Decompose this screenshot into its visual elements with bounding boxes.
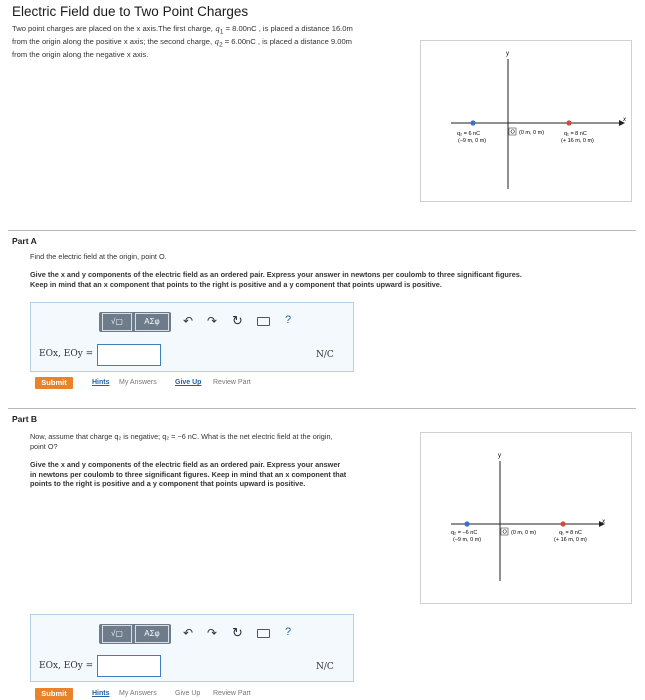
part-a-instructions-2: Keep in mind that an x component that points to the right is positive and a y component that points upward is positive. <box>30 279 442 289</box>
part-b-instructions <box>30 460 420 489</box>
undo-icon[interactable]: ↶ <box>183 626 194 640</box>
part-b-question-1: Now, assume that charge q₂ is negative; q₂ = −6 nC. What is the net electric field at the origin, <box>30 432 333 441</box>
intro-text: Two point charges are placed on the x axis.The first charge, <box>12 24 213 33</box>
part-b-answer-label: EOx, EOy = <box>39 661 94 671</box>
part-b-give-up-link[interactable]: Give Up <box>175 690 201 697</box>
part-a-submit-button[interactable]: Submit <box>35 377 73 389</box>
part-b-submit-button[interactable]: Submit <box>35 688 73 700</box>
part-b-hints-link[interactable]: Hints <box>92 690 110 697</box>
origin-position: (0 m, 0 m) <box>519 130 545 136</box>
part-b-instructions-3: points to the right is positive and a y component that points upward is positive. <box>30 479 306 488</box>
keyboard-icon[interactable] <box>257 629 270 638</box>
intro-text: = 8.00nC , is placed a distance 16.0m <box>223 24 353 33</box>
redo-icon[interactable]: ↷ <box>207 626 218 640</box>
undo-icon[interactable]: ↶ <box>183 314 194 328</box>
redo-icon[interactable]: ↷ <box>207 314 218 328</box>
template-group <box>99 312 171 332</box>
part-a-answer-label: EOx, EOy = <box>39 349 94 359</box>
q2-position: (–9 m, 0 m) <box>453 537 482 543</box>
q1-charge-dot <box>566 120 571 125</box>
part-a-answer-panel <box>30 302 354 372</box>
q2-position: (–9 m, 0 m) <box>458 138 487 144</box>
help-button[interactable]: ? <box>285 626 292 638</box>
intro-q2-symbol: q <box>214 37 220 47</box>
divider <box>8 408 636 409</box>
intro-q2-sub: 2 <box>219 41 223 49</box>
origin-label: O <box>510 129 515 136</box>
intro-q1-sub: 1 <box>219 28 224 36</box>
part-a-math-toolbar <box>99 312 299 332</box>
part-b-my-answers-link[interactable]: My Answers <box>119 690 157 697</box>
part-a-instructions-1: Give the x and y components of the electric field as an ordered pair. Express your answer in newtons per coulomb to three significant figures. <box>30 270 522 279</box>
keyboard-icon[interactable] <box>257 317 270 326</box>
page-title: Electric Field due to Two Point Charges <box>12 4 249 19</box>
intro-text: from the origin along the positive x axis; the second charge, <box>12 37 213 47</box>
sqrt-template-button[interactable]: √▢ <box>102 313 132 331</box>
charge-diagram <box>420 40 632 202</box>
reset-icon[interactable]: ↻ <box>232 625 243 640</box>
q1-label: q₁ = 8 nC <box>564 131 587 137</box>
part-a-review-link[interactable]: Review Part <box>213 379 251 386</box>
origin-label: O <box>502 529 507 536</box>
intro-text: = 6.00nC , is placed a distance 9.00m <box>222 37 353 47</box>
q2-charge-dot <box>464 521 469 526</box>
q2-charge-dot <box>470 120 475 125</box>
q2-label: q₂ = 6 nC <box>457 131 481 137</box>
part-b-units: N/C <box>316 662 334 672</box>
q1-label: q₁ = 8 nC <box>559 530 582 536</box>
part-b-answer-input[interactable] <box>97 655 161 677</box>
part-a-answer-input[interactable] <box>97 344 161 366</box>
intro-q1-symbol: q <box>215 24 220 33</box>
part-a-my-answers-link[interactable]: My Answers <box>119 379 157 386</box>
q1-position: (+ 16 m, 0 m) <box>561 138 594 144</box>
part-a-give-up-link[interactable]: Give Up <box>175 379 202 386</box>
part-a-units: N/C <box>316 350 334 360</box>
x-axis-label: x <box>623 117 626 123</box>
part-b-question-2: point O? <box>30 441 58 451</box>
part-b-answer-panel <box>30 614 354 682</box>
q1-position: (+ 16 m, 0 m) <box>554 537 587 543</box>
q1-charge-dot <box>560 521 565 526</box>
part-b-review-link[interactable]: Review Part <box>213 690 251 697</box>
greek-symbols-button[interactable]: ΑΣφ <box>135 625 169 643</box>
part-a-instructions <box>30 270 630 289</box>
x-axis-label: x <box>602 519 605 525</box>
greek-symbols-button[interactable]: ΑΣφ <box>135 313 169 331</box>
sqrt-template-button[interactable]: √▢ <box>102 625 132 643</box>
part-a-label: Part A <box>12 236 37 246</box>
part-b-question <box>30 432 420 451</box>
part-b-instructions-2: in newtons per coulomb to three significant figures. Keep in mind that an x component that <box>30 469 347 479</box>
part-b-charge-diagram-svg <box>421 433 631 603</box>
problem-intro <box>12 24 417 60</box>
part-b-instructions-1: Give the x and y components of the electric field as an ordered pair. Express your answer <box>30 460 341 469</box>
part-a-hints-link[interactable]: Hints <box>92 379 110 386</box>
charge-diagram-svg <box>421 41 631 201</box>
help-button[interactable]: ? <box>285 314 292 326</box>
template-group <box>99 624 171 644</box>
q2-label: q₂ = −6 nC <box>451 530 478 536</box>
part-b-label: Part B <box>12 414 38 424</box>
y-axis-label: y <box>498 453 501 459</box>
y-axis-label: y <box>506 51 509 57</box>
origin-position: (0 m, 0 m) <box>511 530 537 536</box>
divider <box>8 230 636 231</box>
part-a-question: Find the electric field at the origin, point O. <box>30 252 167 261</box>
part-b-charge-diagram <box>420 432 632 604</box>
reset-icon[interactable]: ↻ <box>232 313 243 328</box>
part-b-math-toolbar <box>99 624 299 644</box>
intro-text: from the origin along the negative x axis. <box>12 50 149 60</box>
